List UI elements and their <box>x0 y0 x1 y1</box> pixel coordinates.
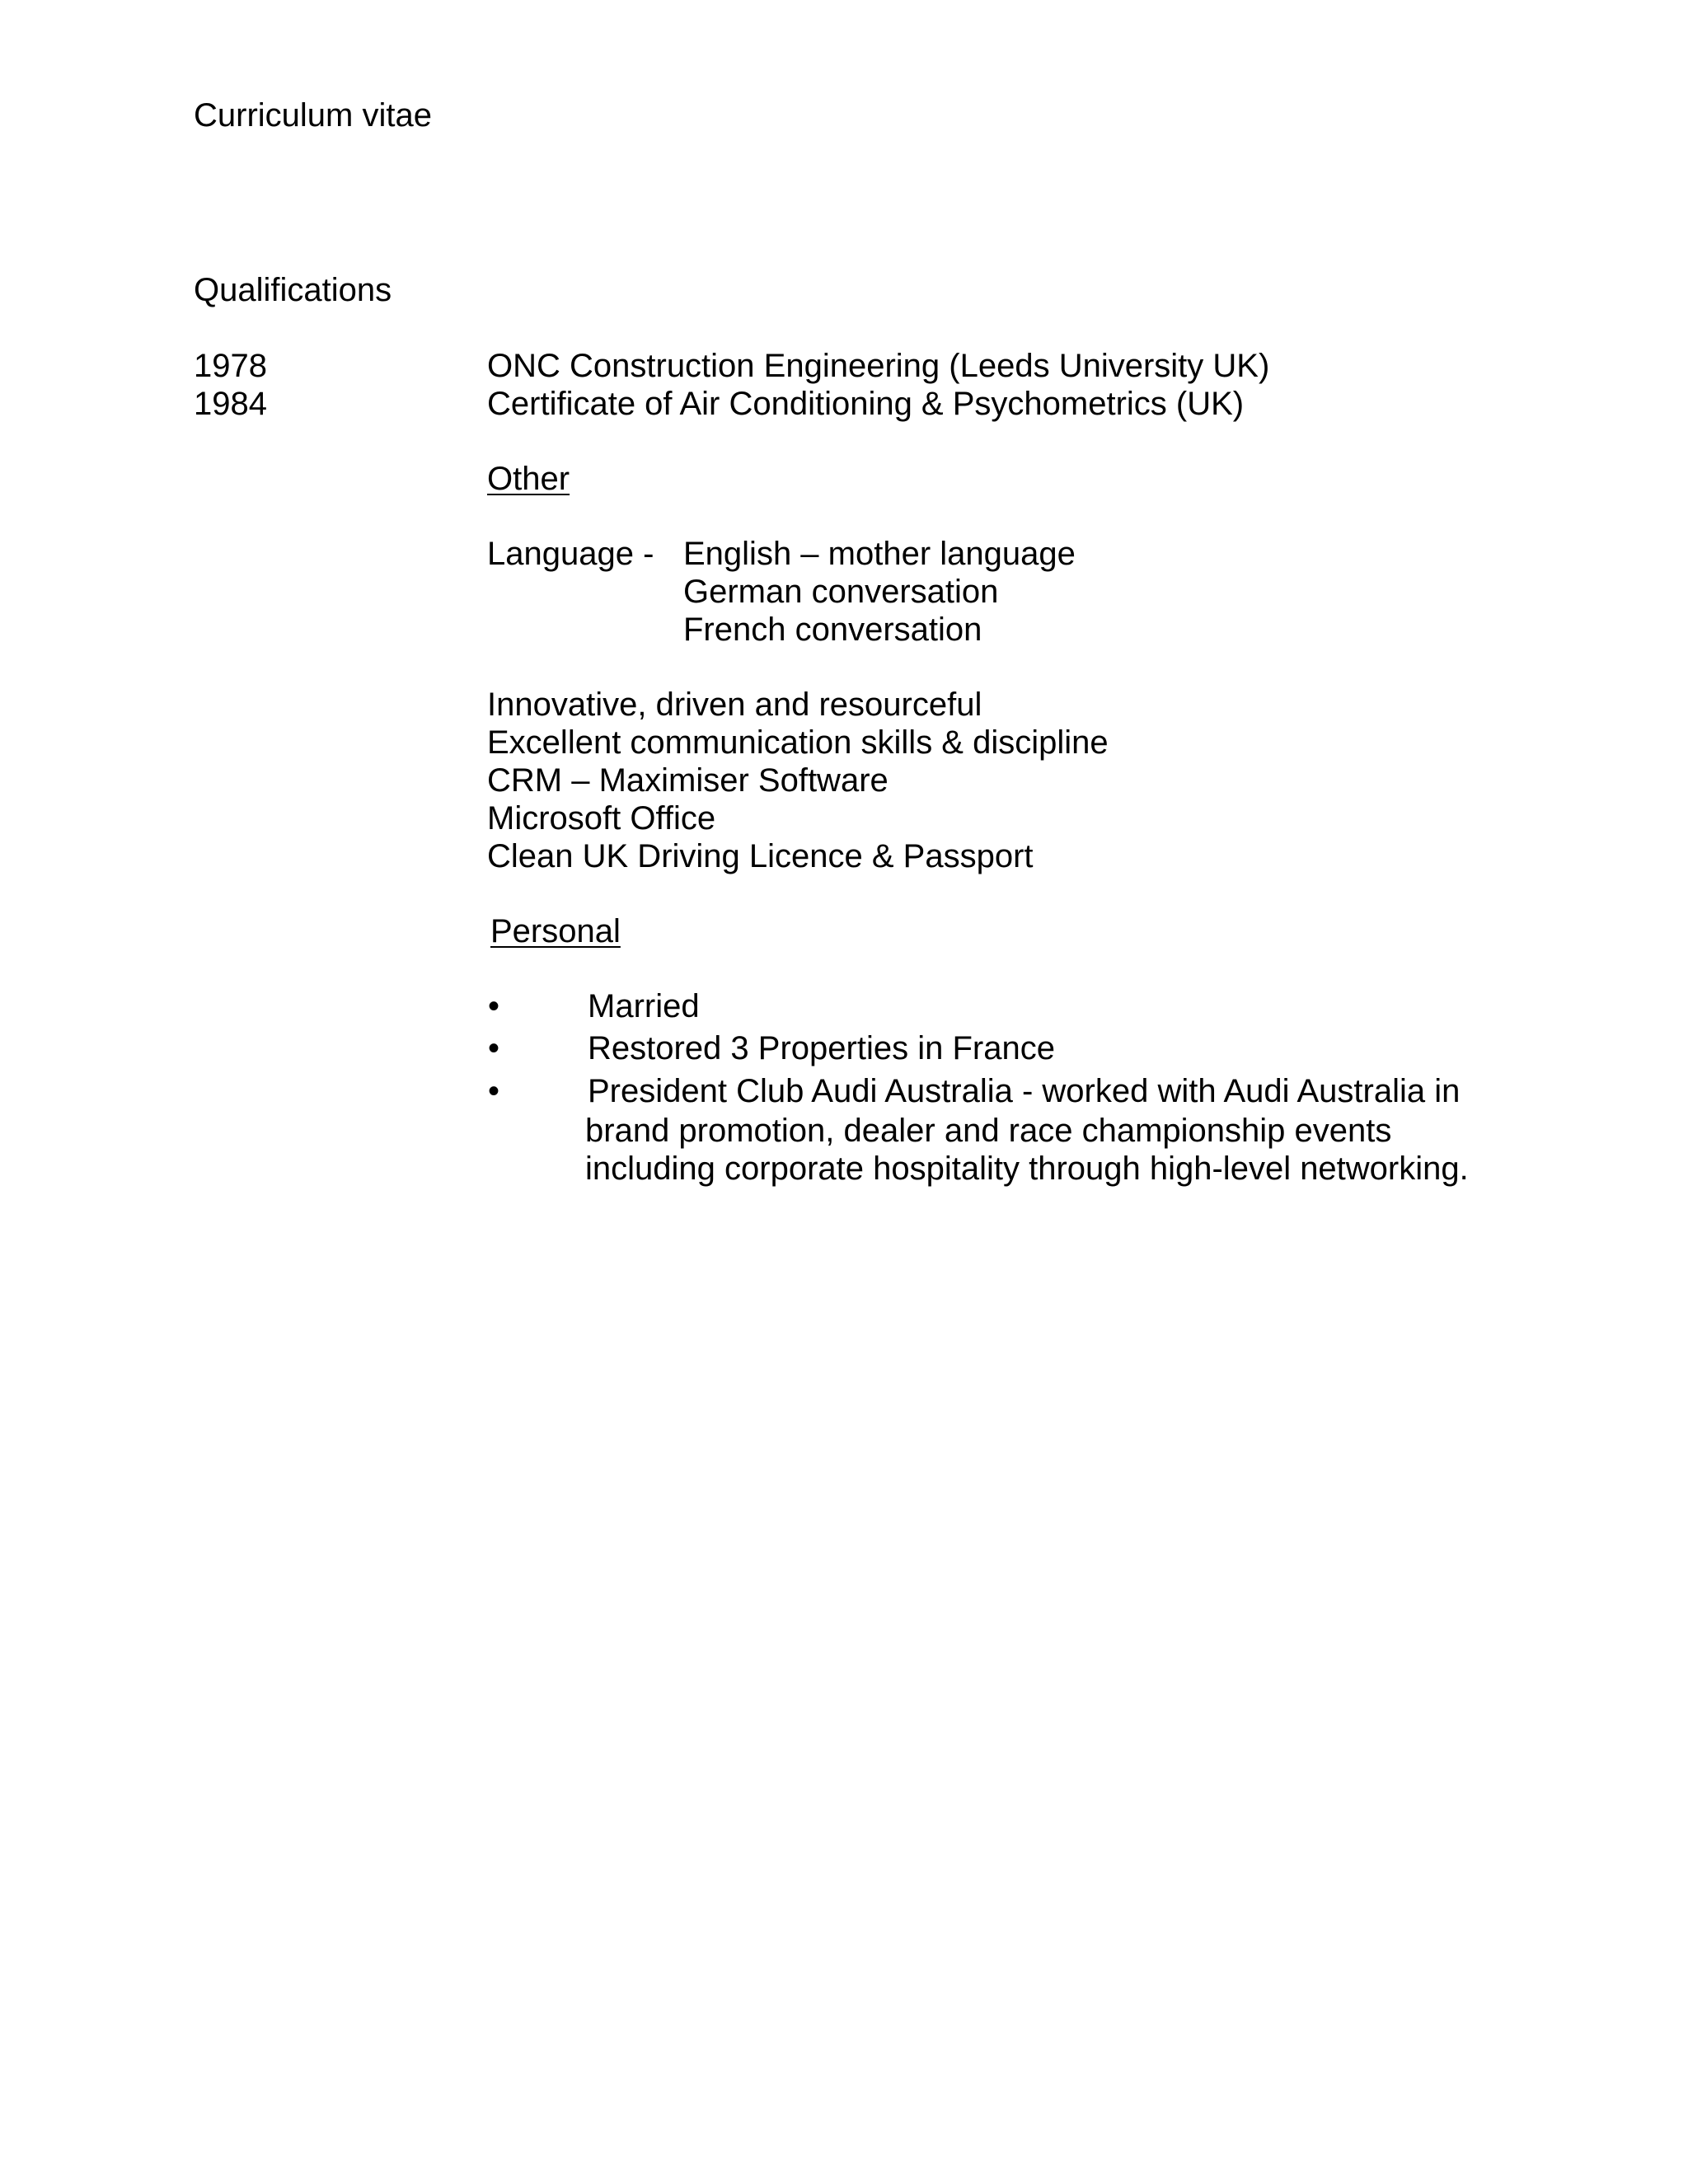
skill-item: Excellent communication skills & discipline <box>487 724 1109 761</box>
qualification-text: Certificate of Air Conditioning & Psychometrics (UK) <box>487 386 1245 422</box>
bullet-icon: • <box>488 1073 500 1109</box>
skill-item: Clean UK Driving Licence & Passport <box>487 838 1034 874</box>
bullet-icon: • <box>488 1030 500 1066</box>
personal-item: Restored 3 Properties in France <box>588 1030 1055 1066</box>
qualification-year: 1984 <box>194 386 267 422</box>
language-item: German conversation <box>683 574 999 610</box>
bullet-icon: • <box>488 988 500 1024</box>
document-title: Curriculum vitae <box>194 97 432 134</box>
qualifications-heading: Qualifications <box>194 272 392 308</box>
other-heading: Other <box>487 461 570 497</box>
personal-item-continuation: brand promotion, dealer and race championship events <box>585 1113 1392 1149</box>
personal-item: Married <box>588 988 700 1024</box>
personal-item: President Club Audi Australia - worked with Audi Australia in <box>588 1073 1461 1109</box>
qualification-year: 1978 <box>194 348 267 384</box>
skill-item: Microsoft Office <box>487 800 716 837</box>
skill-item: Innovative, driven and resourceful <box>487 687 982 723</box>
language-item: English – mother language <box>683 536 1076 572</box>
skill-item: CRM – Maximiser Software <box>487 762 889 799</box>
language-item: French conversation <box>683 612 982 648</box>
language-label: Language - <box>487 536 654 572</box>
personal-heading: Personal <box>490 913 621 949</box>
personal-item-continuation: including corporate hospitality through high-level networking. <box>585 1151 1469 1187</box>
qualification-text: ONC Construction Engineering (Leeds University UK) <box>487 348 1270 384</box>
